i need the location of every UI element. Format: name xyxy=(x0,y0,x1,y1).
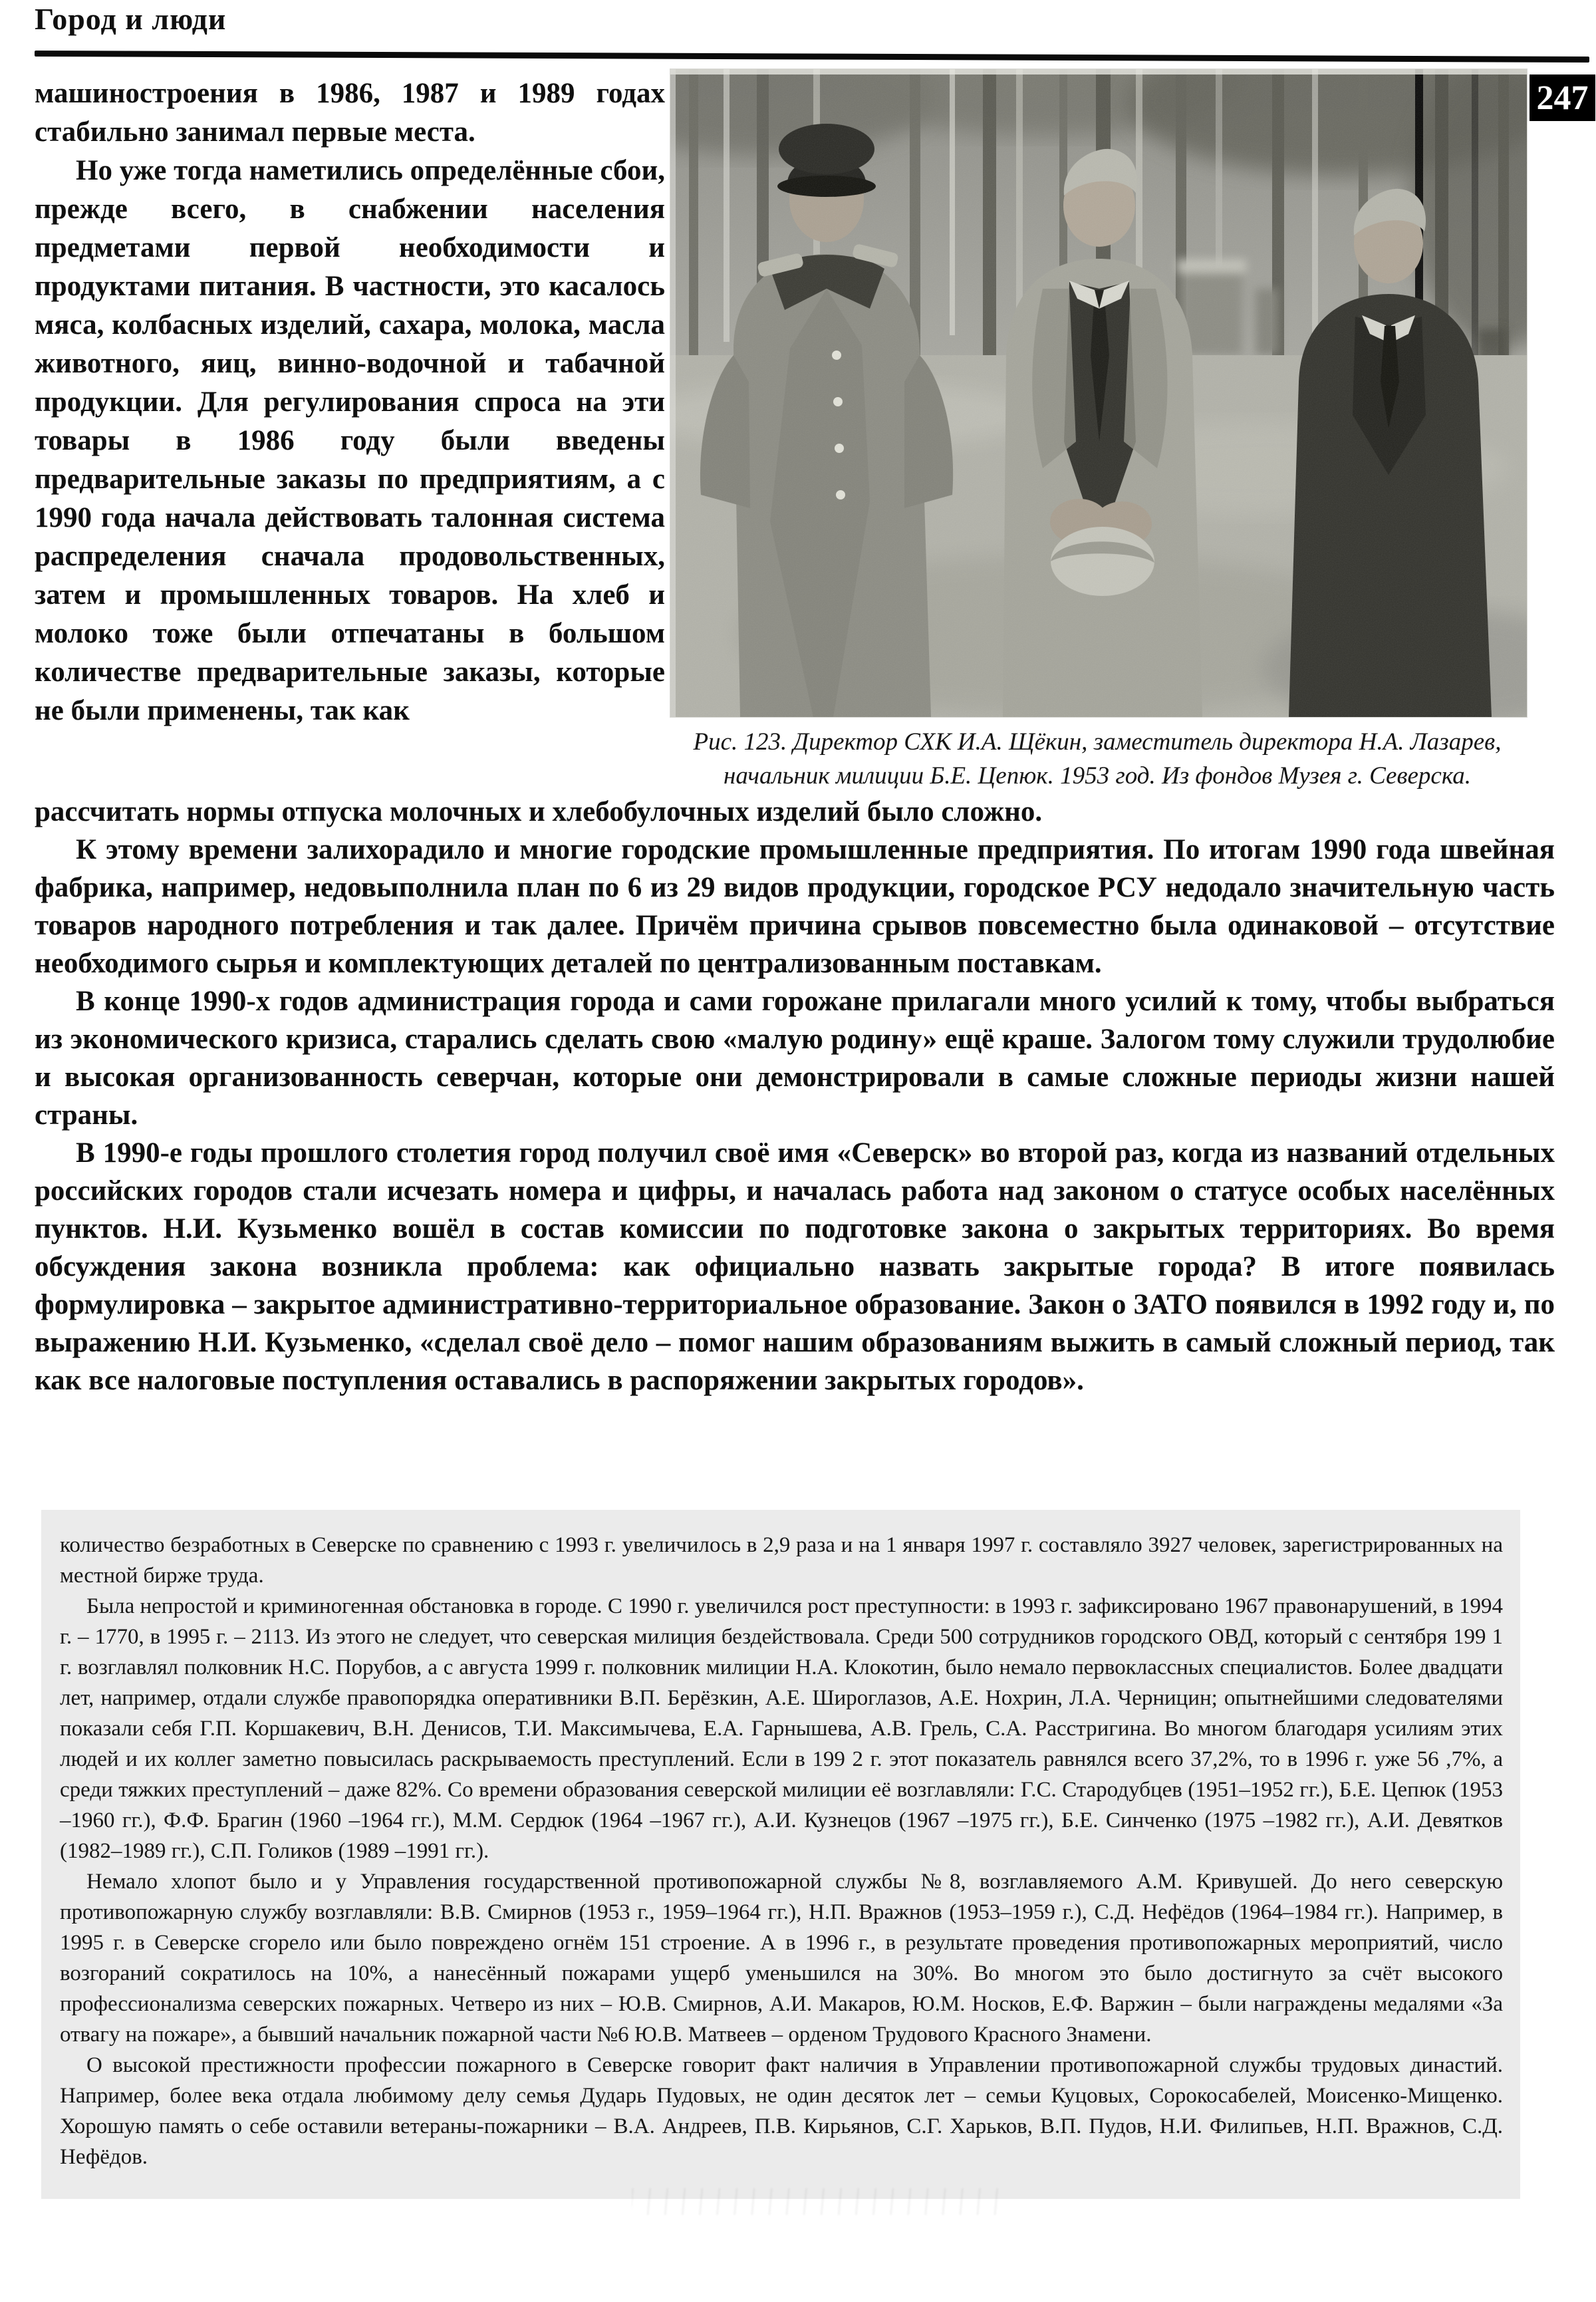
pencil-smudge xyxy=(632,2188,1004,2215)
paragraph-continuation: машиностроения в 1986, 1987 и 1989 годах стабильно занимал первые места. xyxy=(35,78,665,148)
caption-line-2: начальник милиции Б.Е. Цепюк. 1953 год. Из фондов Музея г. Северска. xyxy=(723,762,1471,790)
main-text xyxy=(35,793,1555,1399)
left-column-text xyxy=(35,74,665,730)
photo-three-men xyxy=(670,69,1527,717)
photo-illustration xyxy=(670,69,1527,717)
caption-line-1: Рис. 123. Директор СХК И.А. Щёкин, заместитель директора Н.А. Лазарев, xyxy=(693,728,1502,756)
header-rule xyxy=(35,51,1589,63)
paragraph: В 1990-е годы прошлого столетия город получил своё имя «Северск» во второй раз, когда из названий отдельных российских городов стали исчезать номера и цифры, и началась работа над законом о статусе особых населённых пунктов. Н.И. Кузьменко вошёл в состав комиссии по подготовке закона о закрытых территориях. Во время обсуждения закона возникла проблема: как официально назвать закрытые города? В итоге появилась формулировка – закрытое административно-территориальное образование. Закон о ЗАТО появился в 1992 году и, по выражению Н.И. Кузьменко, «сделал своё дело – помог нашим образованиям выжить в самый сложный период, так как все налоговые поступления оставались в распоряжении закрытых городов». xyxy=(35,1137,1555,1396)
paragraph: К этому времени залихорадило и многие городские промышленные предприятия. По итогам 1990 года швейная фабрика, например, недовыполнила план по 6 из 29 видов продукции, городское РСУ недодало значительную часть товаров народного потребления и так далее. Причём причина срывов повсеместно была одинаковой – отсутствие необходимого сырья и комплектующих деталей по централизованным поставкам. xyxy=(35,834,1555,979)
paragraph: В конце 1990-х годов администрация города и сами горожане прилагали много усилий к тому, чтобы выбраться из экономического кризиса, старались сделать свою «малую родину» ещё краше. Залогом тому служили трудолюбие и высокая организованность северчан, которые они демонстрировали в самые сложные периоды жизни нашей страны. xyxy=(35,986,1555,1131)
page-number-badge xyxy=(1530,74,1595,121)
footnote-paragraph: Была непростой и криминогенная обстановка в городе. С 1990 г. увеличился рост преступности: в 1993 г. зафиксировано 1967 правонарушений, в 1994 г. – 1770, в 1995 г. – 2113. Из этого не следует, что северская милиция бездействовала. Среди 500 сотрудников городского ОВД, который с сентября 199 1 г. возглавлял полковник Н.С. Порубов, а с августа 1999 г. полковник милиции Н.А. Клокотин, было немало первоклассных специалистов. Более двадцати лет, например, отдали службе правопорядка оперативники В.П. Берёзкин, А.Е. Широглазов, А.Е. Нохрин, Л.А. Черницин; опытнейшими следователями показали себя Г.П. Коршакевич, В.Н. Денисов, Т.И. Максимычева, Е.А. Гарнышева, А.В. Грель, С.А. Расстригина. Во многом благодаря усилиям этих людей и их коллег заметно повысилась раскрываемость преступлений. Если в 199 2 г. этот показатель равнялся всего 37,2%, то в 1996 г. уже 56 ,7%, а среди тяжких преступлений – даже 82%. Со времени образования северской милиции её возглавляли: Г.С. Стародубцев (1951–1952 гг.), Б.Е. Цепюк (1953 –1960 гг.), Ф.Ф. Брагин (1960 –1964 гг.), М.М. Сердюк (1964 –1967 гг.), А.И. Кузнецов (1967 –1975 гг.), Б.Е. Синченко (1975 –1982 гг.), А.И. Девятков (1982–1989 гг.), С.П. Голиков (1989 –1991 гг.). xyxy=(60,1594,1503,1863)
paragraph: Но уже тогда наметились определённые сбои, прежде всего, в снабжении населения предметами первой необходимости и продуктами питания. В частности, это касалось мяса, колбасных изделий, сахара, молока, масла животного, яиц, винно-водочной и табачной продукции. Для регулирования спроса на эти товары в 1986 году были введены предварительные заказы по предприятиям, а с 1990 года начала действовать талонная система распределения сначала продовольственных, затем и промышленных товаров. На хлеб и молоко тоже были отпечатаны в большом количестве предварительные заказы, которые не были применены, так как xyxy=(35,155,665,726)
section-title: Город и люди xyxy=(35,2,227,36)
footnote-block xyxy=(41,1510,1520,2199)
page-number: 247 xyxy=(1536,78,1589,117)
paragraph-continuation: рассчитать нормы отпуска молочных и хлебобулочных изделий было сложно. xyxy=(35,796,1043,827)
photo-caption xyxy=(665,725,1530,793)
running-head xyxy=(35,1,226,37)
footnote-paragraph: О высокой престижности профессии пожарного в Северске говорит факт наличия в Управлении противопожарной службы трудовых династий. Например, более века отдала любимому делу семья Дударь Пудовых, не один десяток лет – семьи Куцовых, Сорокосабелей, Моисенко-Мищенко. Хорошую память о себе оставили ветераны-пожарники – В.А. Андреев, П.В. Кирьянов, С.Г. Харьков, В.П. Пудов, Н.И. Филипьев, Н.П. Вражнов, С.Д. Нефёдов. xyxy=(60,2053,1503,2169)
footnote-paragraph: Немало хлопот было и у Управления государственной противопожарной службы №8, возглавляемого А.М. Кривушей. До него северскую противопожарную службу возглавляли: В.В. Смирнов (1953 г., 1959–1964 гг.), Н.П. Вражнов (1953–1959 г.), С.Д. Нефёдов (1964–1984 гг.). Например, в 1995 г. в Северске сгорело или было повреждено огнём 151 строение. А в 1996 г., в результате проведения противопожарных мероприятий, число возгораний сократилось на 10%, а нанесённый пожарами ущерб уменьшился на 30%. Во многом это было достигнуто за счёт высокого профессионализма северских пожарных. Четверо из них – Ю.В. Смирнов, А.И. Макаров, Ю.М. Носков, Е.Ф. Варжин – были награждены медалями «За отвагу на пожаре», а бывший начальник пожарной части №6 Ю.В. Матвеев – орденом Трудового Красного Знамени. xyxy=(60,1870,1503,2047)
footnote-paragraph: количество безработных в Северске по сравнению с 1993 г. увеличилось в 2,9 раза и на 1 января 1997 г. составляло 3927 человек, зарегистрированных на местной бирже труда. xyxy=(60,1533,1503,1588)
